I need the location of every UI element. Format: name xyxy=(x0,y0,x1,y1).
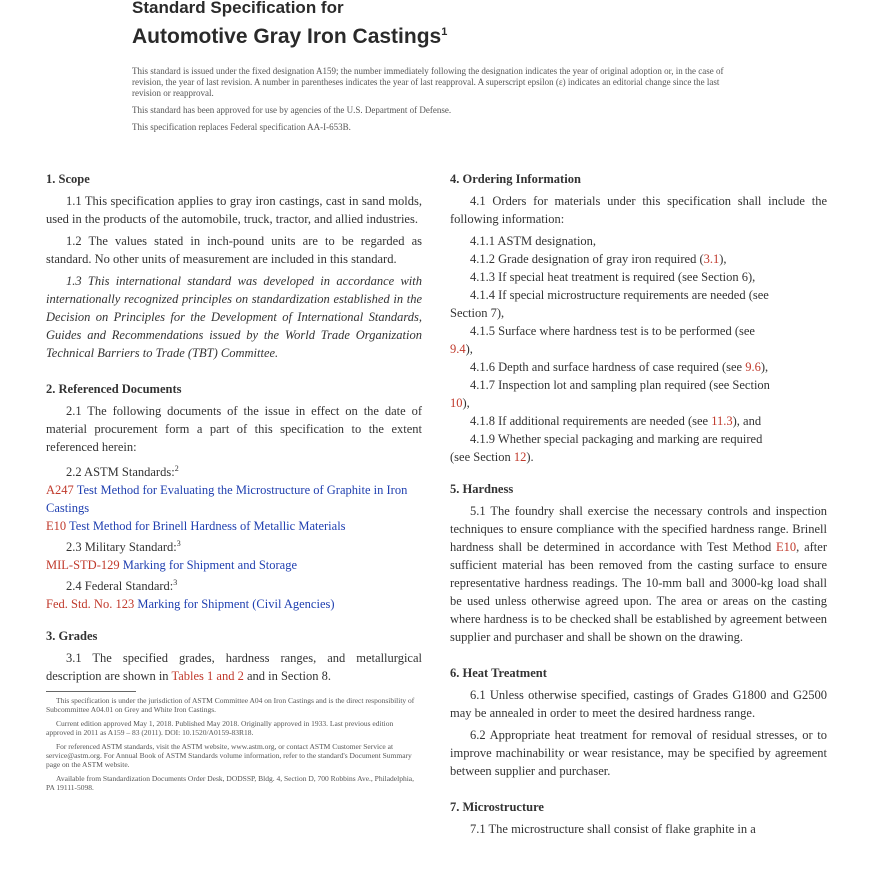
military-standard-heading: 2.3 Military Standard:$^3$ xyxy=(66,539,181,555)
scope-1-2: 1.2 The values stated in inch-pound units are to be regarded as standard. No other units of measurement are included in this standard. xyxy=(46,234,422,266)
federal-standard-heading: 2.4 Federal Standard:$^3$ xyxy=(66,578,178,594)
ordering-4-1-7: 4.1.7 Inspection lot and sampling plan required (see Section xyxy=(470,378,770,392)
preamble-designation-note: This standard is issued under the fixed designation A159; the number immediately following the designation indicates the year of original adoption or, in the case of revision, the year of last revision. A number in parentheses indicates the year of last reapproval. A superscript epsilon (ε) indicates an editorial change since the last revision or reapproval. xyxy=(132,66,724,98)
ordering-4-1-7-cont: 10), xyxy=(450,396,470,410)
section-grades-heading: 3. Grades xyxy=(46,629,98,644)
ref-fed-std-123[interactable]: Fed. Std. No. 123 Marking for Shipment (Civil Agencies) xyxy=(46,597,335,612)
ordering-4-1-6: 4.1.6 Depth and surface hardness of case required (see 9.6), xyxy=(470,360,769,374)
section-referenced-documents-heading: 2. Referenced Documents xyxy=(46,382,182,396)
ref-e10[interactable]: E10 Test Method for Brinell Hardness of Metallic Materials xyxy=(46,519,346,534)
footnotes xyxy=(46,696,422,792)
footnote-1: This specification is under the jurisdiction of ASTM Committee A04 on Iron Castings and is the direct responsibility of Subcommittee A04.01 on Grey and White Iron Castings. xyxy=(46,696,415,715)
astm-standards-heading: 2.2 ASTM Standards:$^2$ xyxy=(66,464,179,480)
hardness-5-1: 5.1 The foundry shall exercise the necessary controls and inspection techniques to ensure compliance with the specified hardness range. Brinell hardness shall be determined in accordance with Test Method E10, after sufficient material has been removed from the casting surface to ensure representative hardness readings. The 10-mm ball and 3000-kg load shall be used unless otherwise agreed upon. The area or areas on the casting where hardness is to be checked shall be established by agreement between supplier and purchaser and shall be shown on the drawing. xyxy=(450,504,827,644)
ordering-4-1-9-cont: (see Section 12). xyxy=(450,450,534,464)
preamble xyxy=(132,66,740,139)
ref-a247[interactable]: A247 Test Method for Evaluating the Microstructure of Graphite in Iron Castings xyxy=(46,483,408,516)
section-scope-heading: 1. Scope xyxy=(46,172,90,186)
ref-mil-std-129[interactable]: MIL-STD-129 Marking for Shipment and Storage xyxy=(46,558,298,573)
ordering-4-1-4-cont: Section 7), xyxy=(450,306,505,320)
section-ordering-heading: 4. Ordering Information xyxy=(450,172,581,186)
grades-3-1: 3.1 The specified grades, hardness ranges, and metallurgical description are shown in Tables 1 and 2 and in Section 8. xyxy=(46,651,422,684)
title-footnote-marker: 1 xyxy=(441,26,448,38)
scope-1-3: 1.3 This international standard was developed in accordance with internationally recognized principles on standardization established in the Decision on Principles for the Development of International Standards, Guides and Recommendations issued by the World Trade Organization Technical Barriers to Trade (TBT) Committee. xyxy=(46,274,422,360)
section-microstructure-heading: 7. Microstructure xyxy=(450,800,544,814)
right-column xyxy=(450,170,827,842)
preamble-dod-note: This standard has been approved for use by agencies of the U.S. Department of Defense. xyxy=(132,105,452,115)
ordering-4-1-9: 4.1.9 Whether special packaging and marking are required xyxy=(470,432,763,446)
micro-7-1: 7.1 The microstructure shall consist of flake graphite in a xyxy=(470,822,756,836)
section-heat-treatment-heading: 6. Heat Treatment xyxy=(450,666,547,680)
tables-link[interactable]: Tables 1 and 2 xyxy=(171,669,244,684)
ordering-4-1: 4.1 Orders for materials under this specification shall include the following information: xyxy=(450,194,827,226)
footnote-divider xyxy=(46,691,136,692)
ordering-4-1-5-cont: 9.4), xyxy=(450,342,473,356)
title-line-1: Standard Specification for xyxy=(132,0,344,17)
heat-6-2: 6.2 Appropriate heat treatment for removal of residual stresses, or to improve machinability or wear resistance, may be specified by agreement between supplier and purchaser. xyxy=(450,728,827,778)
refdocs-2-1: 2.1 The following documents of the issue in effect on the date of material procurement form a part of this specification to the extent referenced herein: xyxy=(46,404,422,454)
ordering-4-1-3: 4.1.3 If special heat treatment is required (see Section 6), xyxy=(470,270,756,284)
ordering-4-1-1: 4.1.1 ASTM designation, xyxy=(470,234,597,248)
left-column xyxy=(46,170,422,797)
ordering-4-1-8: 4.1.8 If additional requirements are needed (see 11.3), and xyxy=(470,414,762,428)
footnote-1-edition: Current edition approved May 1, 2018. Published May 2018. Originally approved in 1933. Last previous edition approved in 2011 as A159 – 83 (2011). DOI: 10.1520/A0159-83R18. xyxy=(46,719,394,738)
ordering-4-1-2: 4.1.2 Grade designation of gray iron required (3.1), xyxy=(470,252,727,266)
section-hardness-heading: 5. Hardness xyxy=(450,482,514,496)
title-text: Automotive Gray Iron Castings xyxy=(132,25,442,48)
title-block xyxy=(132,0,752,49)
title-line-2 xyxy=(132,20,752,49)
heat-6-1: 6.1 Unless otherwise specified, castings of Grades G1800 and G2500 may be annealed in order to meet the desired hardness range. xyxy=(450,688,827,720)
ordering-4-1-4: 4.1.4 If special microstructure requirements are needed (see xyxy=(470,288,769,302)
footnote-2: For referenced ASTM standards, visit the ASTM website, www.astm.org, or contact ASTM Customer Service at service@astm.org. For Annual Book of ASTM Standards volume information, refer to the standard's Document Summary page on the ASTM website. xyxy=(46,742,412,770)
ordering-4-1-5: 4.1.5 Surface where hardness test is to be performed (see xyxy=(470,324,755,338)
scope-1-1: 1.1 This specification applies to gray iron castings, cast in sand molds, used in the products of the automobile, truck, tractor, and allied industries. xyxy=(46,194,422,226)
preamble-replaces-note: This specification replaces Federal specification AA-I-653B. xyxy=(132,122,351,132)
footnote-3: Available from Standardization Documents Order Desk, DODSSP, Bldg. 4, Section D, 700 Robbins Ave., Philadelphia, PA 19111-5098. xyxy=(46,774,415,793)
